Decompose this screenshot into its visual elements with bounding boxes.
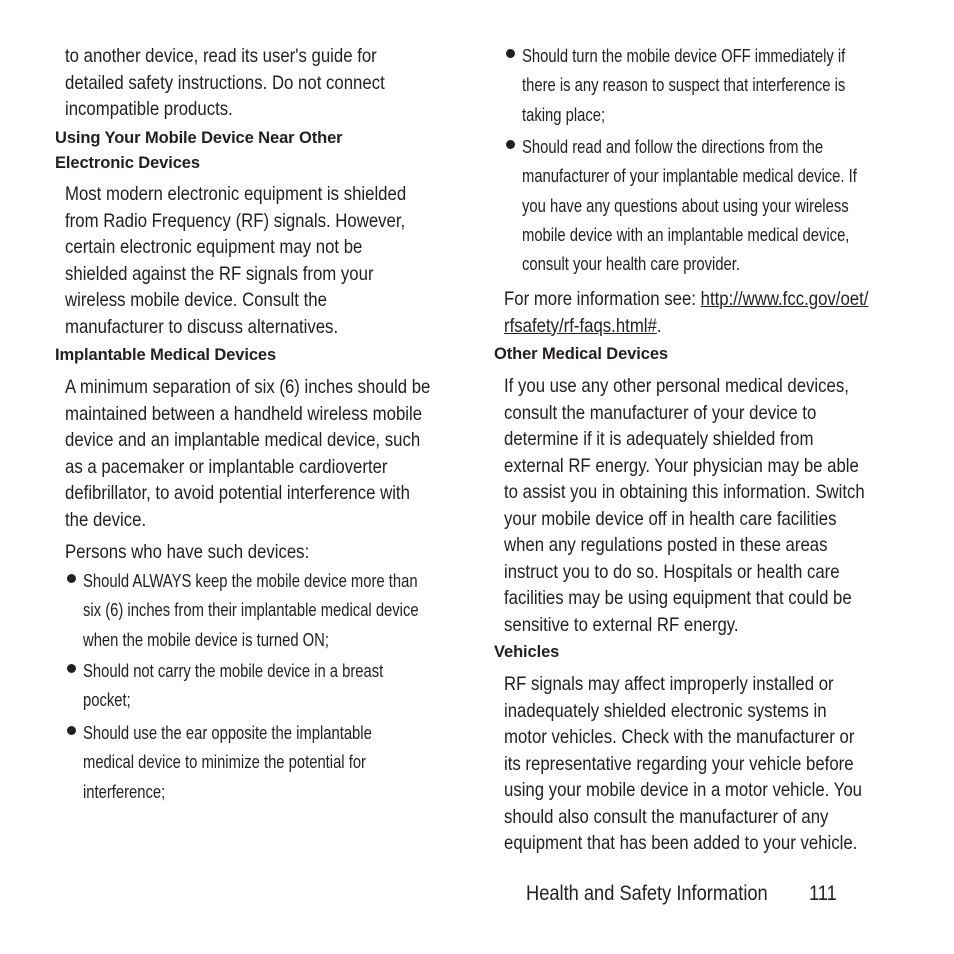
bullet-item bbox=[83, 718, 372, 806]
text-line: Most modern electronic equipment is shielded bbox=[65, 183, 407, 205]
persons-text: Persons who have such devices: bbox=[65, 541, 310, 563]
text-line: device and an implantable medical device, such bbox=[65, 429, 421, 451]
text-line: to another device, read its user's guide for bbox=[65, 45, 377, 67]
text-line: detailed safety instructions. Do not connect bbox=[65, 71, 385, 94]
text-line: maintained between a handheld wireless mobile bbox=[65, 402, 423, 425]
text-line: incompatible products. bbox=[65, 98, 233, 120]
text-line: pocket; bbox=[83, 689, 131, 711]
text-line: external RF energy. Your physician may be able bbox=[504, 454, 859, 477]
fcc-link-continued[interactable]: rfsafety/rf-faqs.html# bbox=[504, 314, 657, 337]
bullet-item bbox=[522, 132, 857, 278]
text-line: instruct you to do so. Hospitals or health care bbox=[504, 560, 840, 583]
bullet-icon bbox=[67, 574, 76, 583]
section-heading-other-medical: Other Medical Devices bbox=[494, 345, 668, 363]
text-line: there is any reason to suspect that interference is bbox=[522, 74, 846, 96]
text-line: RF signals may affect improperly installed or bbox=[504, 673, 834, 695]
vehicles-paragraph bbox=[504, 671, 862, 857]
other-medical-paragraph bbox=[504, 373, 865, 638]
bullet-item bbox=[83, 566, 419, 654]
text-line: equipment that has been added to your vehicle. bbox=[504, 832, 858, 854]
text-line: inadequately shielded electronic systems in bbox=[504, 699, 827, 722]
fcc-link[interactable]: http://www.fcc.gov/oet/ bbox=[700, 288, 869, 310]
text-line bbox=[504, 286, 868, 313]
text-line: A minimum separation of six (6) inches should be bbox=[65, 376, 431, 398]
text-line: from Radio Frequency (RF) signals. However, bbox=[65, 209, 406, 232]
text-line: should also consult the manufacturer of any bbox=[504, 805, 829, 828]
text-line: shielded against the RF signals from your bbox=[65, 262, 374, 285]
text-line: using your mobile device in a motor vehicle. You bbox=[504, 779, 862, 801]
footer-section-title: Health and Safety Information bbox=[526, 882, 768, 905]
text-line: its representative regarding your vehicle before bbox=[504, 752, 854, 775]
bullet-icon bbox=[67, 726, 76, 735]
text-line: facilities may be using equipment that could be bbox=[504, 587, 852, 609]
text-line: consult the manufacturer of your device to bbox=[504, 401, 817, 424]
section-heading-vehicles: Vehicles bbox=[494, 643, 560, 661]
more-info-prefix: For more information see: bbox=[504, 288, 701, 310]
text-line: defibrillator, to avoid potential interference with bbox=[65, 482, 410, 504]
text-line: your mobile device off in health care facilities bbox=[504, 507, 837, 530]
text-line: mobile device with an implantable medical device, bbox=[522, 223, 850, 245]
section-heading-implantable: Implantable Medical Devices bbox=[55, 346, 277, 364]
text-line: manufacturer of your implantable medical device. If bbox=[522, 165, 857, 187]
text-line: interference; bbox=[83, 780, 166, 802]
more-info-paragraph bbox=[504, 286, 868, 339]
text-line: Should use the ear opposite the implantable bbox=[83, 722, 372, 743]
electronic-devices-paragraph bbox=[65, 181, 406, 340]
text-line: Should ALWAYS keep the mobile device more than bbox=[83, 570, 418, 591]
text-line: sensitive to external RF energy. bbox=[504, 613, 739, 636]
heading-line: Electronic Devices bbox=[55, 154, 200, 172]
bullet-icon bbox=[506, 140, 515, 149]
text-line: medical device to minimize the potential for bbox=[83, 751, 366, 773]
page-number: 111 bbox=[809, 882, 837, 905]
heading-line: Using Your Mobile Device Near Other bbox=[55, 129, 343, 147]
text-line: Should read and follow the directions from the bbox=[522, 136, 824, 157]
text-line: manufacturer to discuss alternatives. bbox=[65, 315, 339, 338]
bullet-item bbox=[522, 41, 845, 129]
text-line: when any regulations posted in these areas bbox=[504, 534, 828, 556]
text-line: as a pacemaker or implantable cardioverter bbox=[65, 455, 388, 478]
implantable-paragraph bbox=[65, 374, 430, 533]
text-line: If you use any other personal medical devices, bbox=[504, 375, 849, 397]
text-line: you have any questions about using your wireless bbox=[522, 194, 849, 216]
bullet-icon bbox=[506, 49, 515, 58]
bullet-icon bbox=[67, 664, 76, 673]
text-line: to assist you in obtaining this information. Switch bbox=[504, 481, 865, 503]
section-heading-electronic-devices bbox=[55, 126, 342, 176]
text-line: when the mobile device is turned ON; bbox=[83, 628, 329, 650]
bullet-item bbox=[83, 656, 383, 715]
text-line: taking place; bbox=[522, 103, 606, 125]
text-line: determine if it is adequately shielded from bbox=[504, 428, 814, 450]
text-line: Should turn the mobile device OFF immediately if bbox=[522, 45, 846, 66]
text-line: motor vehicles. Check with the manufacturer or bbox=[504, 726, 855, 748]
text-line: Should not carry the mobile device in a breast bbox=[83, 660, 384, 681]
link-suffix: . bbox=[656, 314, 662, 337]
intro-paragraph bbox=[65, 43, 385, 123]
text-line: wireless mobile device. Consult the bbox=[65, 289, 327, 311]
text-line bbox=[504, 313, 868, 340]
text-line: six (6) inches from their implantable medical device bbox=[83, 599, 419, 621]
text-line: consult your health care provider. bbox=[522, 253, 741, 275]
text-line: certain electronic equipment may not be bbox=[65, 236, 363, 258]
text-line: the device. bbox=[65, 508, 147, 531]
